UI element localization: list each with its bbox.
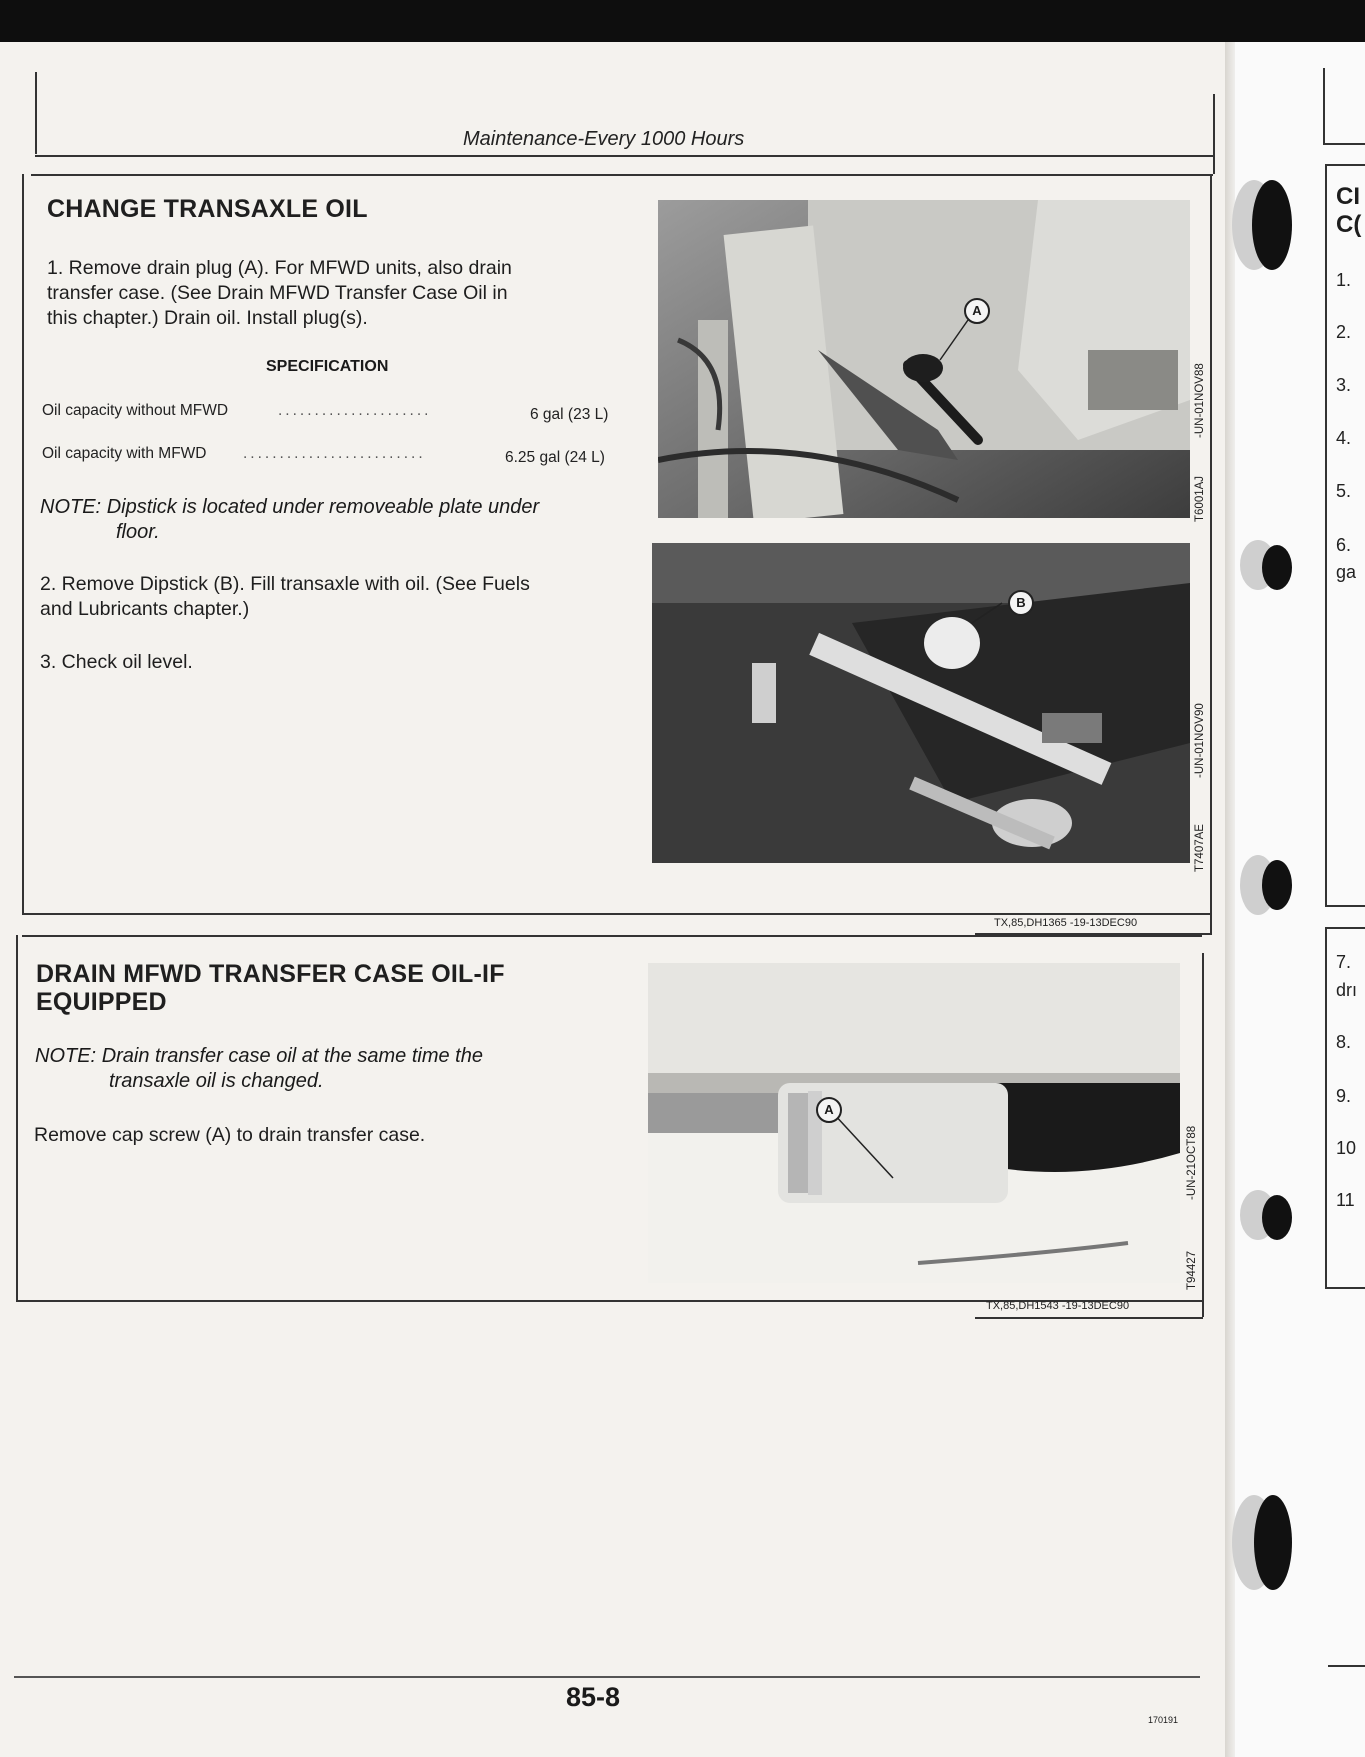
photo3-date-label: -UN-21OCT88 — [1186, 1125, 1198, 1200]
step2-line2: and Lubricants chapter.) — [40, 598, 250, 620]
spec-label: Oil capacity without MFWD — [42, 402, 229, 419]
note-prefix: NOTE: — [35, 1045, 97, 1067]
section1-right-rule — [1210, 174, 1212, 934]
spec-leader-dots: ......................... — [243, 445, 426, 462]
next-page-rule — [1325, 905, 1365, 907]
photo-drain-plug — [658, 200, 1190, 518]
section2-ref-rule — [975, 1317, 1203, 1319]
next-page-item: 11 — [1336, 1190, 1355, 1210]
step1-line1: 1. Remove drain plug (A). For MFWD units, also drain — [47, 257, 512, 279]
specification-heading: SPECIFICATION — [266, 358, 389, 375]
photo1-date-label: -UN-01NOV88 — [1194, 363, 1206, 438]
spec-row-with-mfwd — [42, 445, 207, 463]
next-page-rule — [1325, 1287, 1365, 1289]
section1-reference: TX,85,DH1365 -19-13DEC90 — [994, 917, 1138, 929]
next-page-rule — [1325, 164, 1365, 166]
next-page-item: 1. — [1336, 270, 1352, 290]
next-page-item: 2. — [1336, 322, 1352, 342]
section2-reference: TX,85,DH1543 -19-13DEC90 — [986, 1300, 1130, 1312]
next-page-rule — [1328, 1665, 1365, 1667]
next-page-item: 10 — [1336, 1138, 1357, 1158]
binder-hole — [1262, 545, 1292, 590]
scan-top-border — [0, 0, 1365, 42]
next-page-title-2: C( — [1336, 211, 1362, 238]
next-page-item: 4. — [1336, 428, 1352, 448]
next-page-rule — [1323, 143, 1365, 145]
spec-leader-dots: ..................... — [278, 402, 432, 419]
section2-top-rule — [22, 935, 1202, 937]
section1-note — [40, 495, 539, 545]
step1-line3: this chapter.) Drain oil. Install plug(s). — [47, 307, 368, 329]
page-number: 85-8 — [566, 1682, 621, 1712]
callout-a: A — [964, 298, 990, 324]
next-page-item: 6. — [1336, 535, 1352, 555]
note-line2: floor. — [116, 521, 160, 543]
page-header-title: Maintenance-Every 1000 Hours — [463, 128, 745, 150]
section2-title-line2: EQUIPPED — [36, 988, 167, 1016]
note-line1: Dipstick is located under removeable plate under — [106, 496, 540, 518]
next-page-item: 7. — [1336, 952, 1352, 972]
photo-dipstick — [652, 543, 1190, 863]
next-page-rule — [1323, 68, 1325, 144]
section2-right-rule — [1202, 953, 1204, 1317]
header-right-rule — [1213, 94, 1215, 174]
note-line2: transaxle oil is changed. — [109, 1070, 324, 1092]
next-page-item: 3. — [1336, 375, 1352, 395]
next-page-item: 8. — [1336, 1032, 1352, 1052]
section1-bottom-rule — [22, 913, 1212, 915]
section1-left-rule — [22, 174, 24, 915]
photo1-id-label: T6001AJ — [1194, 475, 1206, 522]
binder-hole — [1254, 1495, 1292, 1590]
section1-title: CHANGE TRANSAXLE OIL — [47, 195, 368, 223]
next-page-item: 5. — [1336, 481, 1352, 501]
next-page-item: drı — [1336, 980, 1358, 1000]
photo2-id-label: T7407AE — [1194, 824, 1206, 872]
section2-body: Remove cap screw (A) to drain transfer case. — [34, 1124, 426, 1146]
spec-label: Oil capacity with MFWD — [42, 445, 207, 462]
next-page-item: 9. — [1336, 1086, 1352, 1106]
photo3-id-label: T94427 — [1186, 1250, 1198, 1290]
note-prefix: NOTE: — [40, 496, 102, 518]
next-page-rule — [1325, 164, 1327, 906]
section1-step3: 3. Check oil level. — [40, 651, 193, 673]
callout-a-transfer: A — [816, 1097, 842, 1123]
footer-rule — [14, 1676, 1200, 1678]
next-page-title-1: CI — [1336, 183, 1360, 210]
photo-transfer-case — [648, 963, 1180, 1283]
next-page-item: ga — [1336, 562, 1357, 582]
spec-value-with-mfwd: 6.25 gal (24 L) — [505, 449, 605, 466]
photo2-date-label: -UN-01NOV90 — [1194, 703, 1206, 778]
section2-note — [35, 1044, 483, 1094]
next-page-rule — [1325, 927, 1365, 929]
section1-step2 — [40, 572, 530, 622]
header-bottom-rule — [35, 155, 1215, 157]
note-line1: Drain transfer case oil at the same time the — [101, 1045, 483, 1067]
callout-b: B — [1008, 590, 1034, 616]
spec-value-without-mfwd: 6 gal (23 L) — [530, 406, 609, 423]
binder-hole — [1252, 180, 1292, 270]
page-serial: 170191 — [1148, 1715, 1179, 1725]
spec-row-without-mfwd — [42, 402, 228, 420]
step1-line2: transfer case. (See Drain MFWD Transfer Case Oil in — [47, 282, 508, 304]
binder-hole — [1262, 1195, 1292, 1240]
next-page-rule — [1325, 927, 1327, 1287]
section2-title — [36, 960, 505, 1016]
section1-step1 — [47, 256, 512, 331]
section2-left-rule — [16, 935, 18, 1302]
section1-top-rule — [31, 174, 1213, 176]
section2-title-line1: DRAIN MFWD TRANSFER CASE OIL-IF — [36, 960, 505, 988]
step2-line1: 2. Remove Dipstick (B). Fill transaxle with oil. (See Fuels — [40, 573, 530, 595]
header-left-rule — [35, 72, 37, 154]
binder-hole — [1262, 860, 1292, 910]
